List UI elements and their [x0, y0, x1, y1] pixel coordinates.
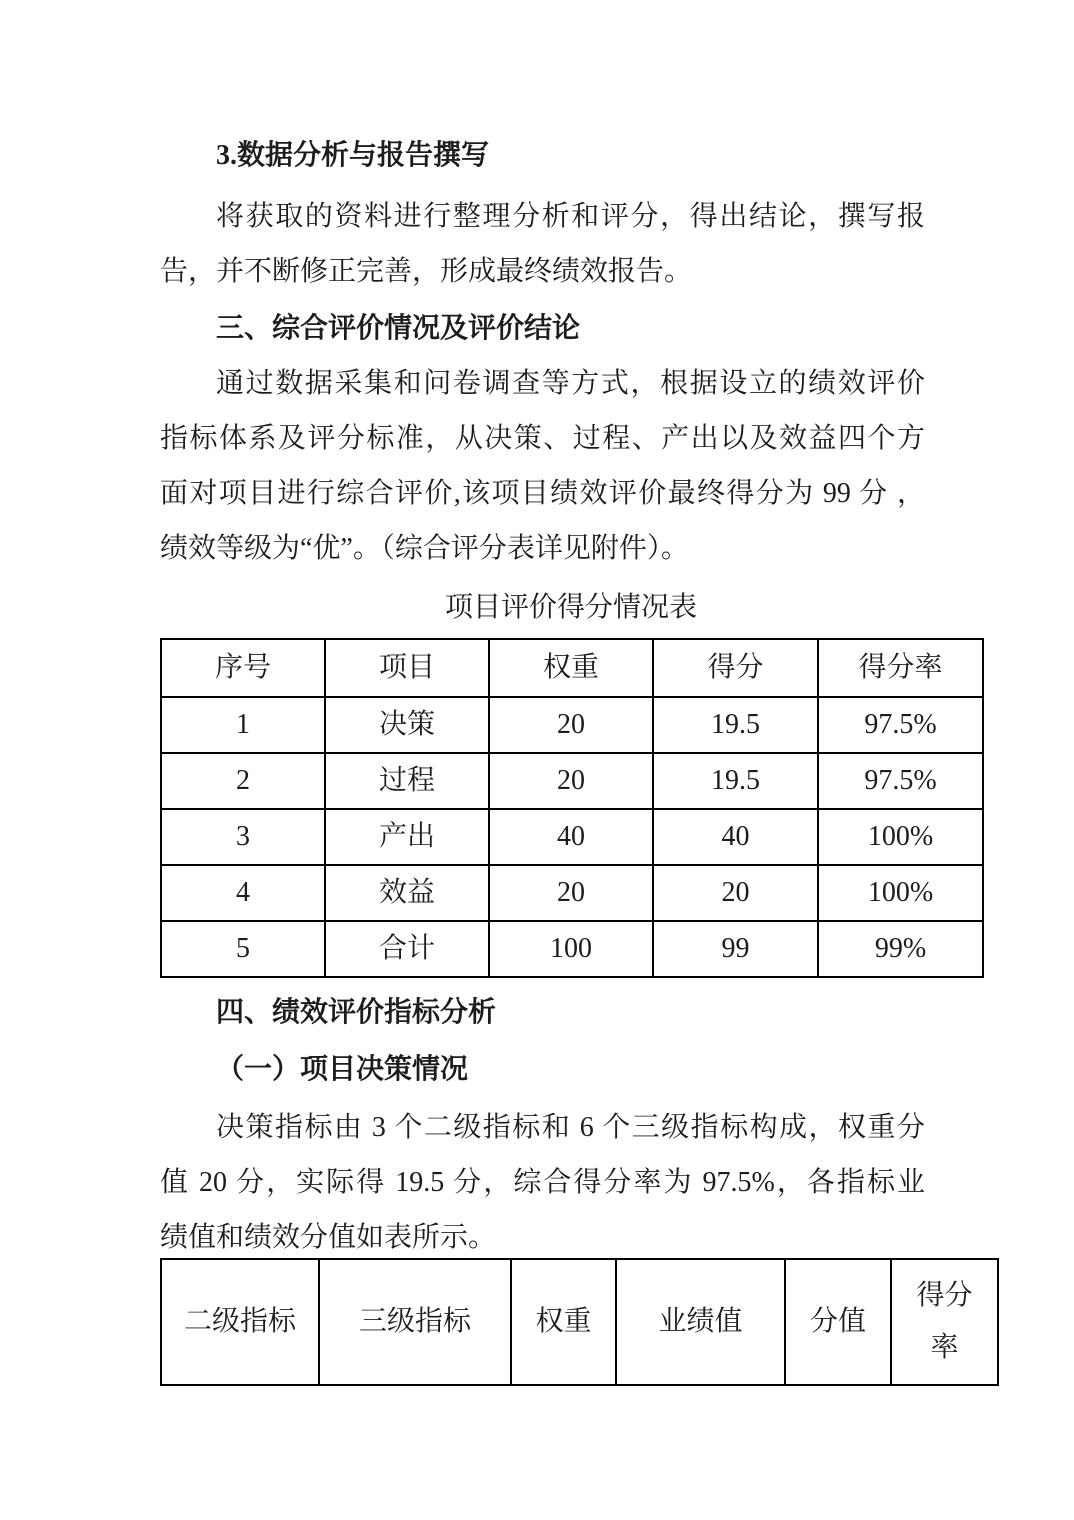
table-cell: 合计	[325, 921, 489, 977]
column-header-tertiary-indicator: 三级指标	[319, 1259, 511, 1385]
heading-text: 四、绩效评价指标分析	[216, 997, 497, 1028]
heading-text: （一）项目决策情况	[216, 1054, 469, 1085]
table-cell: 100%	[818, 809, 983, 865]
table-cell: 97.5%	[818, 753, 983, 809]
table-row	[161, 921, 983, 977]
heading-text: 三、综合评价情况及评价结论	[216, 313, 581, 344]
column-header-performance-value: 业绩值	[616, 1259, 785, 1385]
table-cell: 40	[489, 809, 653, 865]
project-score-table	[160, 638, 984, 978]
table-row	[161, 865, 983, 921]
text-line: 指标体系及评分标准，从决策、过程、产出以及效益四个方	[160, 423, 925, 454]
column-header-secondary-indicator: 二级指标	[161, 1259, 319, 1385]
text-line: 绩值和绩效分值如表所示。	[160, 1222, 497, 1253]
heading-project-decision	[160, 1042, 925, 1097]
table-row	[161, 697, 983, 753]
table-row	[161, 809, 983, 865]
paragraph-report-writing	[160, 189, 925, 299]
text-line: 决策指标由 3 个二级指标和 6 个三级指标构成，权重分	[216, 1112, 925, 1143]
table-cell: 4	[161, 865, 325, 921]
table-cell: 19.5	[653, 697, 818, 753]
table-cell: 20	[653, 865, 818, 921]
text-line: 通过数据采集和问卷调查等方式，根据设立的绩效评价	[216, 368, 925, 399]
heading-data-analysis	[160, 128, 925, 183]
table-cell: 决策	[325, 697, 489, 753]
table-cell: 效益	[325, 865, 489, 921]
table-cell: 20	[489, 697, 653, 753]
table-cell: 产出	[325, 809, 489, 865]
table-cell: 100%	[818, 865, 983, 921]
column-header-weight: 权重	[489, 639, 653, 697]
paragraph-decision-indicators	[160, 1100, 925, 1265]
column-header-score-rate: 得分率	[891, 1259, 998, 1385]
paragraph-evaluation-summary	[160, 356, 925, 576]
score-table-caption: 项目评价得分情况表	[444, 592, 697, 623]
table-cell: 100	[489, 921, 653, 977]
table-cell: 5	[161, 921, 325, 977]
text-line: 绩效等级为“优”。（综合评分表详见附件）。	[160, 533, 689, 564]
table-cell: 20	[489, 753, 653, 809]
column-header-weight: 权重	[511, 1259, 616, 1385]
table-cell: 2	[161, 753, 325, 809]
column-header-index: 序号	[161, 639, 325, 697]
table-cell: 20	[489, 865, 653, 921]
table-cell: 99%	[818, 921, 983, 977]
column-header-item: 项目	[325, 639, 489, 697]
text-line: 面对项目进行综合评价,该项目绩效评价最终得分为 99 分 ，	[160, 478, 925, 509]
indicator-analysis-table	[160, 1258, 999, 1386]
table-cell: 19.5	[653, 753, 818, 809]
table-cell: 40	[653, 809, 818, 865]
table-cell: 3	[161, 809, 325, 865]
table-cell: 97.5%	[818, 697, 983, 753]
table-row	[161, 753, 983, 809]
text-line: 将获取的资料进行整理分析和评分，得出结论，撰写报	[216, 201, 925, 232]
heading-text: 3.数据分析与报告撰写	[216, 140, 490, 171]
column-header-score-value: 分值	[785, 1259, 891, 1385]
table-cell: 1	[161, 697, 325, 753]
table-header-row	[161, 639, 983, 697]
heading-overall-evaluation	[160, 301, 925, 356]
table-cell: 过程	[325, 753, 489, 809]
table-header-row	[161, 1259, 998, 1385]
text-line: 告，并不断修正完善，形成最终绩效报告。	[160, 256, 693, 287]
table-cell: 99	[653, 921, 818, 977]
column-header-score-rate: 得分率	[818, 639, 983, 697]
text-line: 值 20 分，实际得 19.5 分，综合得分率为 97.5%，各指标业	[160, 1167, 925, 1198]
heading-indicator-analysis	[160, 985, 925, 1040]
column-header-score: 得分	[653, 639, 818, 697]
